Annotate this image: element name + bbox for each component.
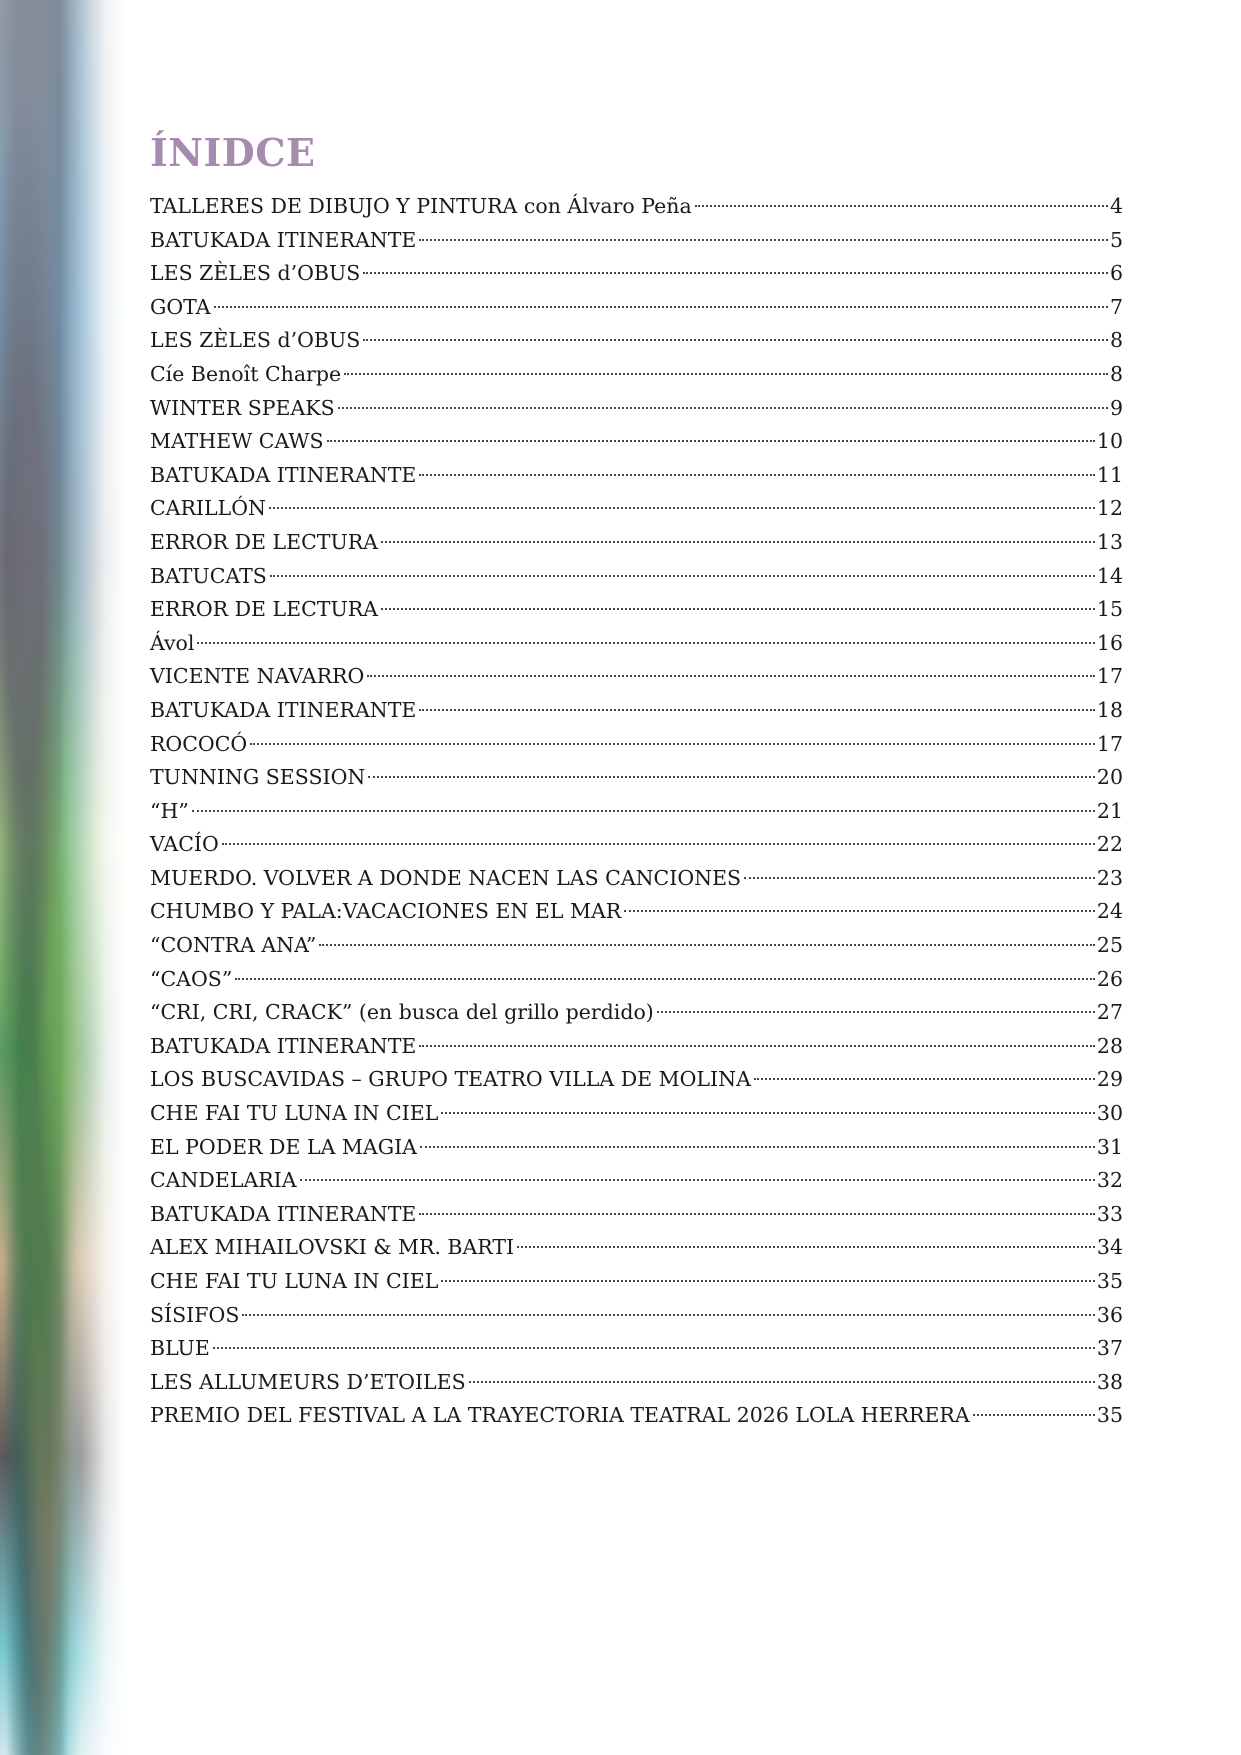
toc-entry-label: SÍSIFOS: [150, 1302, 240, 1327]
toc-entry-label: “CONTRA ANA”: [150, 933, 317, 958]
toc-entry-label: BATUKADA ITINERANTE: [150, 227, 417, 252]
dot-leader: [381, 541, 1095, 543]
toc-entry[interactable]: [150, 291, 1123, 325]
toc-entry-label: CHUMBO Y PALA:VACACIONES EN EL MAR: [150, 899, 622, 924]
toc-entry[interactable]: [150, 1030, 1123, 1064]
dot-leader: [213, 1347, 1095, 1349]
toc-entry-label: BATUKADA ITINERANTE: [150, 462, 417, 487]
toc-entry[interactable]: [150, 862, 1123, 896]
dot-leader: [222, 843, 1095, 845]
dot-leader: [973, 1414, 1095, 1416]
toc-entry-page-number: 35: [1096, 1403, 1123, 1428]
toc-entry-page-number: 25: [1096, 933, 1123, 958]
toc-entry-label: CANDELARIA: [150, 1168, 297, 1193]
toc-entry-label: TUNNING SESSION: [150, 765, 366, 790]
toc-entry[interactable]: [150, 660, 1123, 694]
dot-leader: [381, 608, 1095, 610]
toc-entry-label: ERROR DE LECTURA: [150, 529, 378, 554]
toc-entry-label: LES ZÈLES d’OBUS: [150, 261, 361, 286]
dot-leader: [269, 507, 1095, 509]
toc-entry[interactable]: [150, 1399, 1123, 1433]
dot-leader: [367, 675, 1095, 677]
toc-entry-label: “H”: [150, 798, 189, 823]
toc-entry-label: EL PODER DE LA MAGIA: [150, 1134, 417, 1159]
dot-leader: [300, 1179, 1095, 1181]
dot-leader: [695, 205, 1108, 207]
dot-leader: [242, 1314, 1095, 1316]
dot-leader: [744, 877, 1095, 879]
toc-entry[interactable]: [150, 795, 1123, 829]
side-artwork-fade: [60, 0, 125, 1755]
dot-leader: [419, 239, 1108, 241]
toc-entry-label: LES ZÈLES d’OBUS: [150, 328, 361, 353]
toc-entry[interactable]: [150, 1299, 1123, 1333]
toc-entry[interactable]: [150, 324, 1123, 358]
toc-entry-page-number: 31: [1096, 1134, 1123, 1159]
toc-entry-label: “CAOS”: [150, 966, 233, 991]
dot-leader: [338, 407, 1108, 409]
toc-entry-page-number: 10: [1096, 429, 1123, 454]
dot-leader: [419, 1213, 1095, 1215]
toc-entry[interactable]: [150, 560, 1123, 594]
toc-entry-page-number: 38: [1096, 1369, 1123, 1394]
toc-entry-label: CHE FAI TU LUNA IN CIEL: [150, 1269, 439, 1293]
dot-leader: [517, 1246, 1095, 1248]
toc-entry-label: LES ALLUMEURS D’ETOILES: [150, 1369, 466, 1394]
toc-entry-label: VICENTE NAVARRO: [150, 664, 365, 689]
toc-entry-label: ALEX MIHAILOVSKI & MR. BARTI: [150, 1235, 515, 1260]
table-of-contents: [150, 190, 1123, 1433]
toc-entry[interactable]: [150, 895, 1123, 929]
toc-entry-label: ERROR DE LECTURA: [150, 597, 378, 622]
toc-entry-page-number: 32: [1096, 1168, 1123, 1193]
dot-leader: [319, 944, 1095, 946]
toc-entry-label: TALLERES DE DIBUJO Y PINTURA con Álvaro Peña: [150, 194, 692, 218]
toc-entry[interactable]: [150, 1231, 1123, 1265]
toc-entry-label: MUERDO. VOLVER A DONDE NACEN LAS CANCIONES: [150, 865, 742, 890]
dot-leader: [419, 1045, 1095, 1047]
toc-entry-page-number: 27: [1096, 1000, 1123, 1025]
dot-leader: [270, 575, 1095, 577]
toc-entry[interactable]: [150, 996, 1123, 1030]
toc-entry-page-number: 35: [1096, 1269, 1123, 1293]
dot-leader: [419, 474, 1095, 476]
toc-entry-page-number: 21: [1096, 798, 1123, 823]
toc-entry-page-number: 8: [1109, 361, 1123, 386]
toc-entry-page-number: 33: [1096, 1201, 1123, 1226]
toc-entry-page-number: 15: [1096, 597, 1123, 622]
toc-entry[interactable]: [150, 392, 1123, 426]
toc-entry-page-number: 17: [1096, 664, 1123, 689]
toc-entry-page-number: 11: [1096, 462, 1123, 487]
toc-entry-label: BATUKADA ITINERANTE: [150, 1033, 417, 1058]
toc-entry-label: LOS BUSCAVIDAS – GRUPO TEATRO VILLA DE MOLINA: [150, 1067, 751, 1092]
toc-entry-label: BATUKADA ITINERANTE: [150, 697, 417, 722]
toc-entry[interactable]: [150, 1366, 1123, 1400]
toc-entry[interactable]: [150, 627, 1123, 661]
toc-entry-page-number: 4: [1109, 194, 1123, 218]
dot-leader: [469, 1381, 1095, 1383]
toc-entry-page-number: 20: [1096, 765, 1123, 790]
toc-entry-page-number: 17: [1096, 731, 1123, 756]
toc-entry-label: MATHEW CAWS: [150, 429, 324, 454]
toc-entry-label: WINTER SPEAKS: [150, 395, 335, 420]
dot-leader: [624, 910, 1095, 912]
toc-entry[interactable]: [150, 1265, 1123, 1299]
dot-leader: [344, 373, 1108, 375]
toc-entry-page-number: 6: [1109, 261, 1123, 286]
dot-leader: [192, 810, 1095, 812]
dot-leader: [363, 339, 1108, 341]
dot-leader: [441, 1112, 1095, 1114]
toc-entry-label: CHE FAI TU LUNA IN CIEL: [150, 1101, 439, 1126]
dot-leader: [214, 306, 1108, 308]
toc-entry[interactable]: [150, 190, 1123, 224]
toc-entry[interactable]: [150, 694, 1123, 728]
toc-entry[interactable]: [150, 963, 1123, 997]
toc-entry-page-number: 36: [1096, 1302, 1123, 1327]
toc-entry[interactable]: [150, 593, 1123, 627]
toc-entry[interactable]: [150, 1097, 1123, 1131]
toc-entry-page-number: 5: [1109, 227, 1123, 252]
toc-entry[interactable]: [150, 526, 1123, 560]
toc-entry[interactable]: [150, 257, 1123, 291]
toc-entry[interactable]: [150, 358, 1123, 392]
toc-entry[interactable]: [150, 1164, 1123, 1198]
toc-entry-label: BATUCATS: [150, 563, 267, 588]
toc-entry-label: Ávol: [150, 630, 195, 655]
toc-entry[interactable]: [150, 1063, 1123, 1097]
dot-leader: [197, 642, 1094, 644]
toc-entry-label: VACÍO: [150, 832, 219, 857]
toc-entry-page-number: 22: [1096, 832, 1123, 857]
toc-entry-page-number: 30: [1096, 1101, 1123, 1126]
toc-entry-page-number: 18: [1096, 697, 1123, 722]
toc-entry-page-number: 16: [1096, 630, 1123, 655]
toc-entry-label: CARILLÓN: [150, 496, 266, 521]
toc-entry[interactable]: [150, 492, 1123, 526]
toc-entry[interactable]: [150, 224, 1123, 258]
toc-entry-page-number: 26: [1096, 966, 1123, 991]
dot-leader: [420, 1146, 1095, 1148]
toc-entry-page-number: 28: [1096, 1033, 1123, 1058]
toc-entry[interactable]: [150, 1131, 1123, 1165]
toc-entry-page-number: 9: [1109, 395, 1123, 420]
toc-entry-page-number: 12: [1096, 496, 1123, 521]
dot-leader: [657, 1011, 1095, 1013]
toc-entry-label: “CRI, CRI, CRACK” (en busca del grillo perdido): [150, 1000, 654, 1025]
toc-entry-page-number: 34: [1096, 1235, 1123, 1260]
toc-entry-page-number: 23: [1096, 865, 1123, 890]
toc-entry[interactable]: [150, 459, 1123, 493]
toc-entry-page-number: 13: [1096, 529, 1123, 554]
toc-entry[interactable]: [150, 425, 1123, 459]
toc-entry-label: PREMIO DEL FESTIVAL A LA TRAYECTORIA TEATRAL 2026 LOLA HERRERA: [150, 1403, 970, 1428]
dot-leader: [363, 272, 1108, 274]
dot-leader: [368, 776, 1095, 778]
toc-entry[interactable]: [150, 728, 1123, 762]
dot-leader: [441, 1280, 1095, 1282]
toc-entry-label: GOTA: [150, 294, 211, 319]
toc-entry-label: Cíe Benoît Charpe: [150, 361, 342, 386]
dot-leader: [250, 743, 1095, 745]
toc-entry-page-number: 8: [1109, 328, 1123, 353]
dot-leader: [235, 978, 1095, 980]
dot-leader: [754, 1078, 1095, 1080]
toc-entry[interactable]: [150, 1332, 1123, 1366]
toc-entry-page-number: 29: [1096, 1067, 1123, 1092]
toc-entry-label: BLUE: [150, 1336, 210, 1361]
toc-entry-page-number: 37: [1096, 1336, 1123, 1361]
toc-entry[interactable]: [150, 1198, 1123, 1232]
toc-entry-label: BATUKADA ITINERANTE: [150, 1201, 417, 1226]
toc-entry-page-number: 14: [1096, 563, 1123, 588]
toc-entry[interactable]: [150, 929, 1123, 963]
toc-entry-page-number: 7: [1109, 294, 1123, 319]
toc-entry[interactable]: [150, 828, 1123, 862]
toc-entry-label: ROCOCÓ: [150, 731, 248, 756]
dot-leader: [419, 709, 1095, 711]
toc-entry[interactable]: [150, 761, 1123, 795]
toc-entry-page-number: 24: [1096, 899, 1123, 924]
page-title: ÍNIDCE: [150, 130, 316, 175]
dot-leader: [327, 440, 1095, 442]
